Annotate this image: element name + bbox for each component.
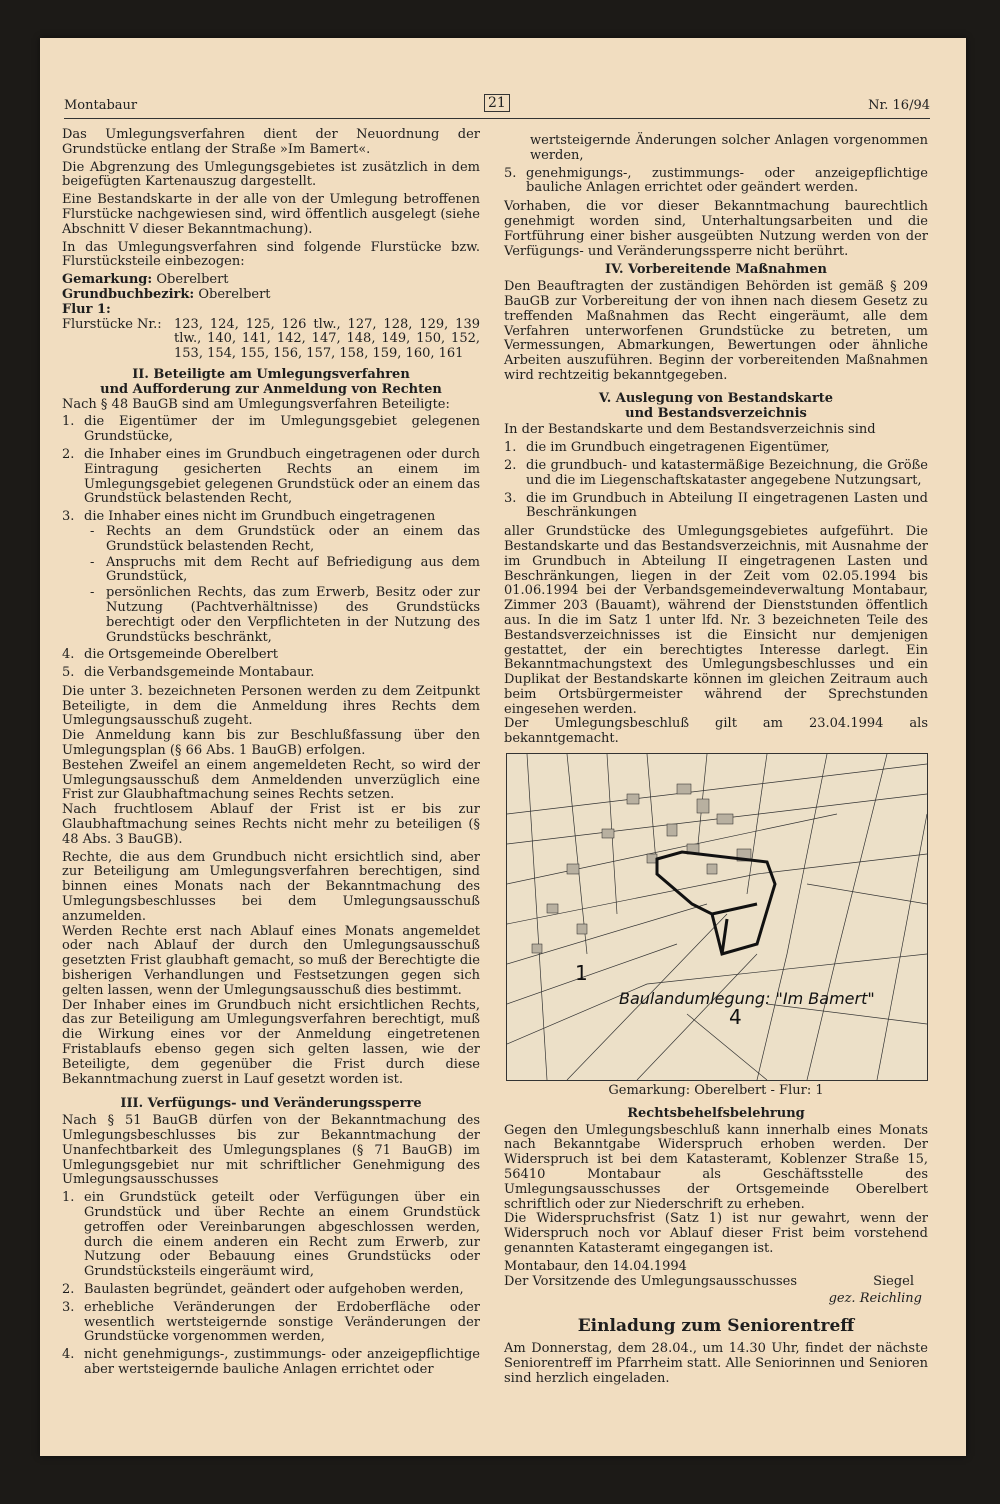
section-heading: II. Beteiligte am Umlegungsverfahren und Aufforderung zur Anmeldung von Rechten	[100, 366, 442, 397]
map-handwritten-label: Baulandumlegung: "Im Bamert"	[619, 989, 875, 1009]
list-item: 5. die Verbandsgemeinde Montabaur.	[62, 665, 315, 681]
gemarkung-line: Gemarkung: Oberelbert	[62, 272, 229, 288]
issue-number: Nr. 16/94	[868, 98, 930, 113]
section-heading: III. Verfügungs- und Veränderungssperre	[120, 1096, 422, 1112]
map-parcel-number-4: 4	[729, 1005, 742, 1030]
grundbuch-line: Grundbuchbezirk: Oberelbert	[62, 286, 271, 302]
list-item: 3. erhebliche Veränderungen der Erdoberfläche oder wesentlich wertsteigernde sonstige Veränderungen der Grundstücke vorgenommen werden,	[62, 1299, 480, 1345]
flur-line: Flur 1:	[62, 301, 111, 317]
signature-line: Der Vorsitzende des Umlegungsausschusses Siegel	[504, 1273, 914, 1289]
list-item: 5. genehmigungs-, zustimmungs- oder anzeigepflichtige bauliche Anlagen errichtet oder geändert werden.	[504, 165, 928, 196]
section-heading: V. Auslegung von Bestandskarte und Bestandsverzeichnis	[598, 390, 834, 421]
seniorentreff-heading: Einladung zum Seniorentreff	[577, 1316, 855, 1337]
paragraph: Eine Bestandskarte in der alle von der Umlegung betroffenen Flurstücke nachgewiesen sind, wird öffentlich ausgelegt (siehe Abschnitt V dieser Bekanntmachung).	[62, 192, 480, 237]
sub-item: - Rechts an dem Grundstück oder an einem das Grundstück belastenden Recht,	[84, 525, 480, 555]
section-heading: IV. Vorbereitende Maßnahmen	[605, 262, 827, 278]
header-town: Montabaur	[64, 98, 138, 113]
paragraph: Der Inhaber eines im Grundbuch nicht ersichtlichen Rechts, das zur Beteiligung am Umlegungsverfahren berechtigt, muß die Wirkung eines vor der Anmeldung eingetretenen Fristablaufs ebenso gegen sich gelten lassen, wie der Beteiligte, dem gegenüber die Frist durch diese Bekanntmachung zuerst in Lauf gesetzt worden ist.	[62, 997, 480, 1087]
list-item: 2. die grundbuch- und katastermäßige Bezeichnung, die Größe und die im Liegenschaftskataster angegebene Nutzungsart,	[504, 457, 928, 488]
paragraph: wertsteigernde Änderungen solcher Anlagen vorgenommen werden,	[530, 133, 928, 163]
paragraph: Am Donnerstag, dem 28.04., um 14.30 Uhr, findet der nächste Seniorentreff im Pfarrheim statt. Alle Seniorinnen und Senioren sind herzlich eingeladen.	[504, 1341, 928, 1386]
sub-item: - persönlichen Rechts, das zum Erwerb, Besitz oder zur Nutzung (Pachtverhältnisse) des Grundstücks berechtigt oder den Verpflichteten in der Nutzung des Grundstücks beschränkt,	[84, 586, 480, 645]
paragraph: Nach fruchtlosem Ablauf der Frist ist er bis zur Glaubhaftmachung seines Rechts nicht mehr zu beteiligen (§ 48 Abs. 3 BauGB).	[62, 802, 480, 847]
list-item: 1. die Eigentümer der im Umlegungsgebiet gelegenen Grundstücke,	[62, 414, 480, 445]
paragraph: Vorhaben, die vor dieser Bekanntmachung baurechtlich genehmigt worden sind, Unterhaltungsarbeiten und die Fortführung einer bisher ausgeübten Nutzung werden von der Verfügungs- und Veränderungssperre nicht berührt.	[504, 199, 928, 259]
list-item: 1. ein Grundstück geteilt oder Verfügungen über ein Grundstück und über Rechte an einem Grundstück getroffen oder Vereinbarungen abgeschlossen werden, durch die einem anderen ein Recht zum Erwerb, zur Nutzung oder Bebauung eines Grundstücks oder Grundstücksteils eingeräumt wird,	[62, 1190, 480, 1280]
paragraph: Der Umlegungsbeschluß gilt am 23.04.1994 als bekanntgemacht.	[504, 716, 928, 747]
paragraph: Die Abgrenzung des Umlegungsgebietes ist zusätzlich in dem beigefügten Kartenauszug dargestellt.	[62, 159, 480, 190]
restrictions-list-cont	[504, 167, 928, 197]
map-parcel-number-1: 1	[575, 961, 588, 986]
list-item: 4. die Ortsgemeinde Oberelbert	[62, 647, 278, 663]
map-caption: Gemarkung: Oberelbert - Flur: 1	[608, 1083, 824, 1099]
paragraph: Nach § 51 BauGB dürfen von der Bekanntmachung des Umlegungsbeschlusses bis zur Bekanntmachung der Unanfechtbarkeit des Umlegungsplanes (§ 71 BauGB) im Umlegungsgebiet nur mit schriftlicher Genehmigung des Umlegungsausschusses	[62, 1113, 480, 1188]
paragraph: Nach § 48 BauGB sind am Umlegungsverfahren Beteiligte:	[62, 396, 450, 412]
paragraph: Gegen den Umlegungsbeschluß kann innerhalb eines Monats nach Bekanntgabe Widerspruch erhoben werden. Der Widerspruch ist bei dem Katasteramt, Koblenzer Straße 15, 56410 Montabaur als Geschäftsstelle des Umlegungsausschusses der Ortsgemeinde Oberelbert schriftlich oder zur Niederschrift zu erheben.	[504, 1122, 928, 1212]
participants-list	[62, 415, 480, 681]
list-item: 3. die im Grundbuch in Abteilung II eingetragenen Lasten und Beschränkungen	[504, 490, 928, 521]
restrictions-list	[62, 1191, 480, 1378]
left-column	[62, 128, 480, 1382]
paragraph: Den Beauftragten der zuständigen Behörden ist gemäß § 209 BauGB zur Vorbereitung der von ihnen nach diesem Gesetz zu treffenden Maßnahmen das Recht eingeräumt, alle dem Verfahren unterworfenen Grundstücke zu betreten, um Vermessungen, Abmarkungen, Bewertungen oder ähnliche Arbeiten auszuführen. Beginn der vorbereitenden Maßnahmen wird rechtzeitig bekanntgegeben.	[504, 279, 928, 383]
section-heading: Rechtsbehelfsbelehrung	[627, 1105, 805, 1121]
cadastral-map	[506, 753, 928, 1081]
paragraph: Bestehen Zweifel an einem angemeldeten Recht, so wird der Umlegungsausschuß dem Anmeldenden unverzüglich eine Frist zur Glaubhaftmachung seines Rechts setzen.	[62, 757, 480, 803]
signed-by: gez. Reichling	[828, 1291, 922, 1307]
flurstuecke-line: Flurstücke Nr.: 123, 124, 125, 126 tlw., 127, 128, 129, 139 tlw., 140, 141, 142, 147, 148, 149, 150, 152, 153, 154, 155, 156, 157, 158, 159, 160, 161	[62, 316, 480, 362]
paragraph: Das Umlegungsverfahren dient der Neuordnung der Grundstücke entlang der Straße »Im Bamert«.	[62, 127, 480, 157]
page-number: 21	[484, 94, 510, 112]
paragraph: aller Grundstücke des Umlegungsgebietes aufgeführt. Die Bestandskarte und das Bestandsverzeichnis, mit Ausnahme der im Grundbuch in Abteilung II eingetragenen Lasten und Beschränkungen, liegen in der Zeit vom 02.05.1994 bis 01.06.1994 bei der Verbandsgemeindeverwaltung Montabaur, Zimmer 203 (Bauamt), während der Dienststunden öffentlich aus. In die im Satz 1 unter lfd. Nr. 3 bezeichneten Teile des Bestandsverzeichnisses ist die Einsicht nur demjenigen gestattet, der ein berechtigtes Interesse darlegt. Ein Bekanntmachungstext des Umlegungsbeschlusses und ein Duplikat der Bestandskarte können im gleichen Zeitraum auch beim Ortsbürgermeister während der Sprechstunden eingesehen werden.	[504, 524, 928, 717]
paragraph: Die unter 3. bezeichneten Personen werden zu dem Zeitpunkt Beteiligte, in dem die Anmeldung ihres Rechts dem Umlegungsausschuß zugeht.	[62, 683, 480, 729]
list-item: 2. Baulasten begründet, geändert oder aufgehoben werden,	[62, 1281, 464, 1297]
list-item: 3. die Inhaber eines nicht im Grundbuch eingetragenen - Rechts an dem Grundstück oder an einem das Grundstück belastenden Recht, - Anspruchs mit dem Recht auf Befriedigung aus dem Grundstück, - persönlichen Rechts, das zum Erwerb, Besitz oder zur Nutzung (Pachtverhältnisse) des Grundstücks berechtigt oder den Verpflichteten in der Nutzung des Grundstücks beschränkt,	[62, 510, 480, 645]
list-item: 4. nicht genehmigungs-, zustimmungs- oder anzeigepflichtige aber wertsteigernde bauliche Anlagen errichtet oder	[62, 1347, 480, 1377]
paragraph: Rechte, die aus dem Grundbuch nicht ersichtlich sind, aber zur Beteiligung am Umlegungsverfahren berechtigen, sind binnen eines Monats nach der Bekanntmachung des Umlegungsbeschlusses bei dem Umlegungsausschuß anzumelden.	[62, 849, 480, 924]
right-column	[504, 134, 928, 1389]
page-header	[64, 96, 930, 119]
list-item: 2. die Inhaber eines im Grundbuch eingetragenen oder durch Eintragung gesicherten Rechts an einem im Umlegungsgebiet gelegenen Grundstück oder an einem das Grundstück belastenden Recht,	[62, 446, 480, 507]
date-line: Montabaur, den 14.04.1994	[504, 1258, 687, 1274]
paragraph: In der Bestandskarte und dem Bestandsverzeichnis sind	[504, 422, 876, 438]
inventory-list	[504, 441, 928, 521]
list-item: 1. die im Grundbuch eingetragenen Eigentümer,	[504, 440, 830, 456]
paragraph: In das Umlegungsverfahren sind folgende Flurstücke bzw. Flurstücksteile einbezogen:	[62, 239, 480, 270]
paragraph: Die Anmeldung kann bis zur Beschlußfassung über den Umlegungsplan (§ 66 Abs. 1 BauGB) erfolgen.	[62, 728, 480, 759]
sub-item: - Anspruchs mit dem Recht auf Befriedigung aus dem Grundstück,	[84, 556, 480, 586]
paragraph: Werden Rechte erst nach Ablauf eines Monats angemeldet oder nach Ablauf der durch den Umlegungsausschuß gesetzten Frist glaubhaft gemacht, so muß der Berechtigte die bisherigen Verhandlungen und Festsetzungen gegen sich gelten lassen, wenn der Umlegungsausschuß dies bestimmt.	[62, 923, 480, 998]
paragraph: Die Widerspruchsfrist (Satz 1) ist nur gewahrt, wenn der Widerspruch noch vor Ablauf dieser Frist beim vorstehend genannten Katasteramt eingegangen ist.	[504, 1211, 928, 1257]
